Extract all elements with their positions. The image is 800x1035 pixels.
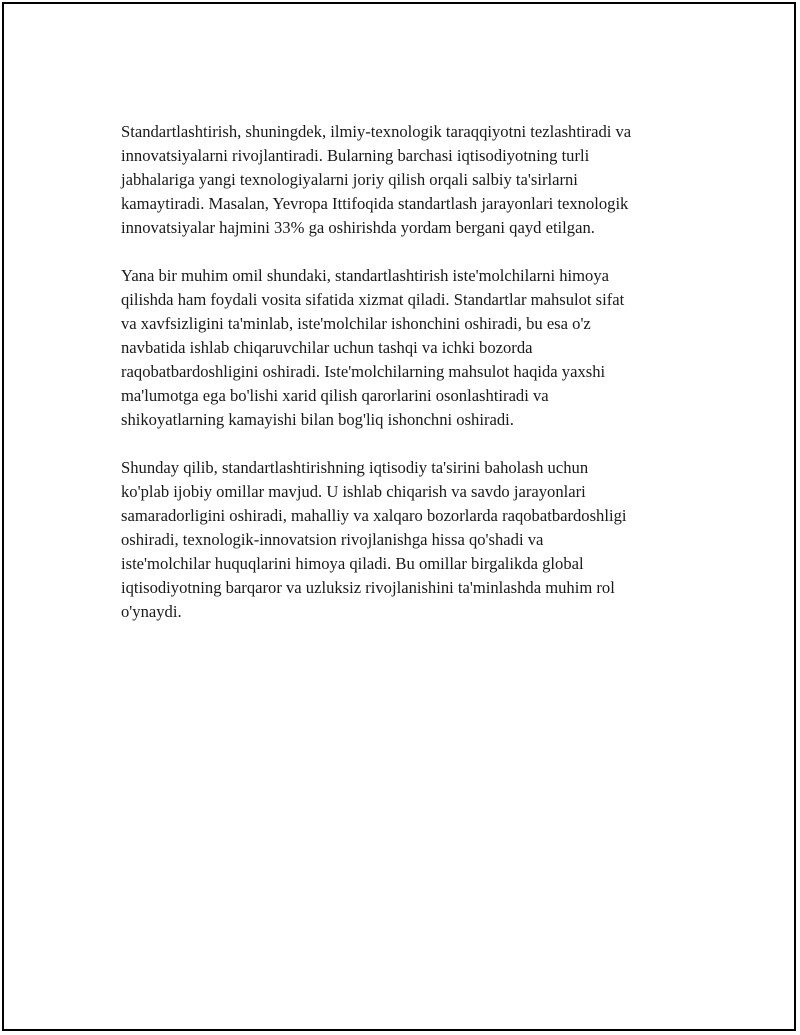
text-line: jabhalariga yangi texnologiyalarni joriy qilish orqali salbiy ta'sirlarni xyxy=(121,170,578,189)
text-line: samaradorligini oshiradi, mahalliy va xalqaro bozorlarda raqobatbardoshligi xyxy=(121,506,627,525)
text-line: Yana bir muhim omil shundaki, standartlashtirish iste'molchilarni himoya xyxy=(121,266,609,285)
text-line: iqtisodiyotning barqaror va uzluksiz rivojlanishini ta'minlashda muhim rol xyxy=(121,578,615,597)
text-line: shikoyatlarning kamayishi bilan bog'liq ishonchni oshiradi. xyxy=(121,410,514,429)
text-line: navbatida ishlab chiqaruvchilar uchun tashqi va ichki bozorda xyxy=(121,338,533,357)
text-line: ma'lumotga ega bo'lishi xarid qilish qarorlarini osonlashtiradi va xyxy=(121,386,549,405)
page-border xyxy=(2,2,796,1031)
text-line: Standartlashtirish, shuningdek, ilmiy-texnologik taraqqiyotni tezlashtiradi va xyxy=(121,122,632,141)
text-line: Shunday qilib, standartlashtirishning iqtisodiy ta'sirini baholash uchun xyxy=(121,458,589,477)
paragraph-3 xyxy=(121,456,693,624)
document-body xyxy=(121,120,693,648)
text-line: qilishda ham foydali vosita sifatida xizmat qiladi. Standartlar mahsulot sifat xyxy=(121,290,625,309)
text-line: innovatsiyalar hajmini 33% ga oshirishda yordam bergani qayd etilgan. xyxy=(121,218,595,237)
text-line: innovatsiyalarni rivojlantiradi. Bularning barchasi iqtisodiyotning turli xyxy=(121,146,590,165)
paragraph-1 xyxy=(121,120,693,240)
text-line: raqobatbardoshligini oshiradi. Iste'molchilarning mahsulot haqida yaxshi xyxy=(121,362,606,381)
text-line: o'ynaydi. xyxy=(121,602,182,621)
text-line: oshiradi, texnologik-innovatsion rivojlanishga hissa qo'shadi va xyxy=(121,530,544,549)
paragraph-2 xyxy=(121,264,693,432)
text-line: kamaytiradi. Masalan, Yevropa Ittifoqida standartlash jarayonlari texnologik xyxy=(121,194,629,213)
text-line: ko'plab ijobiy omillar mavjud. U ishlab chiqarish va savdo jarayonlari xyxy=(121,482,586,501)
text-line: iste'molchilar huquqlarini himoya qiladi. Bu omillar birgalikda global xyxy=(121,554,584,573)
text-line: va xavfsizligini ta'minlab, iste'molchilar ishonchini oshiradi, bu esa o'z xyxy=(121,314,591,333)
